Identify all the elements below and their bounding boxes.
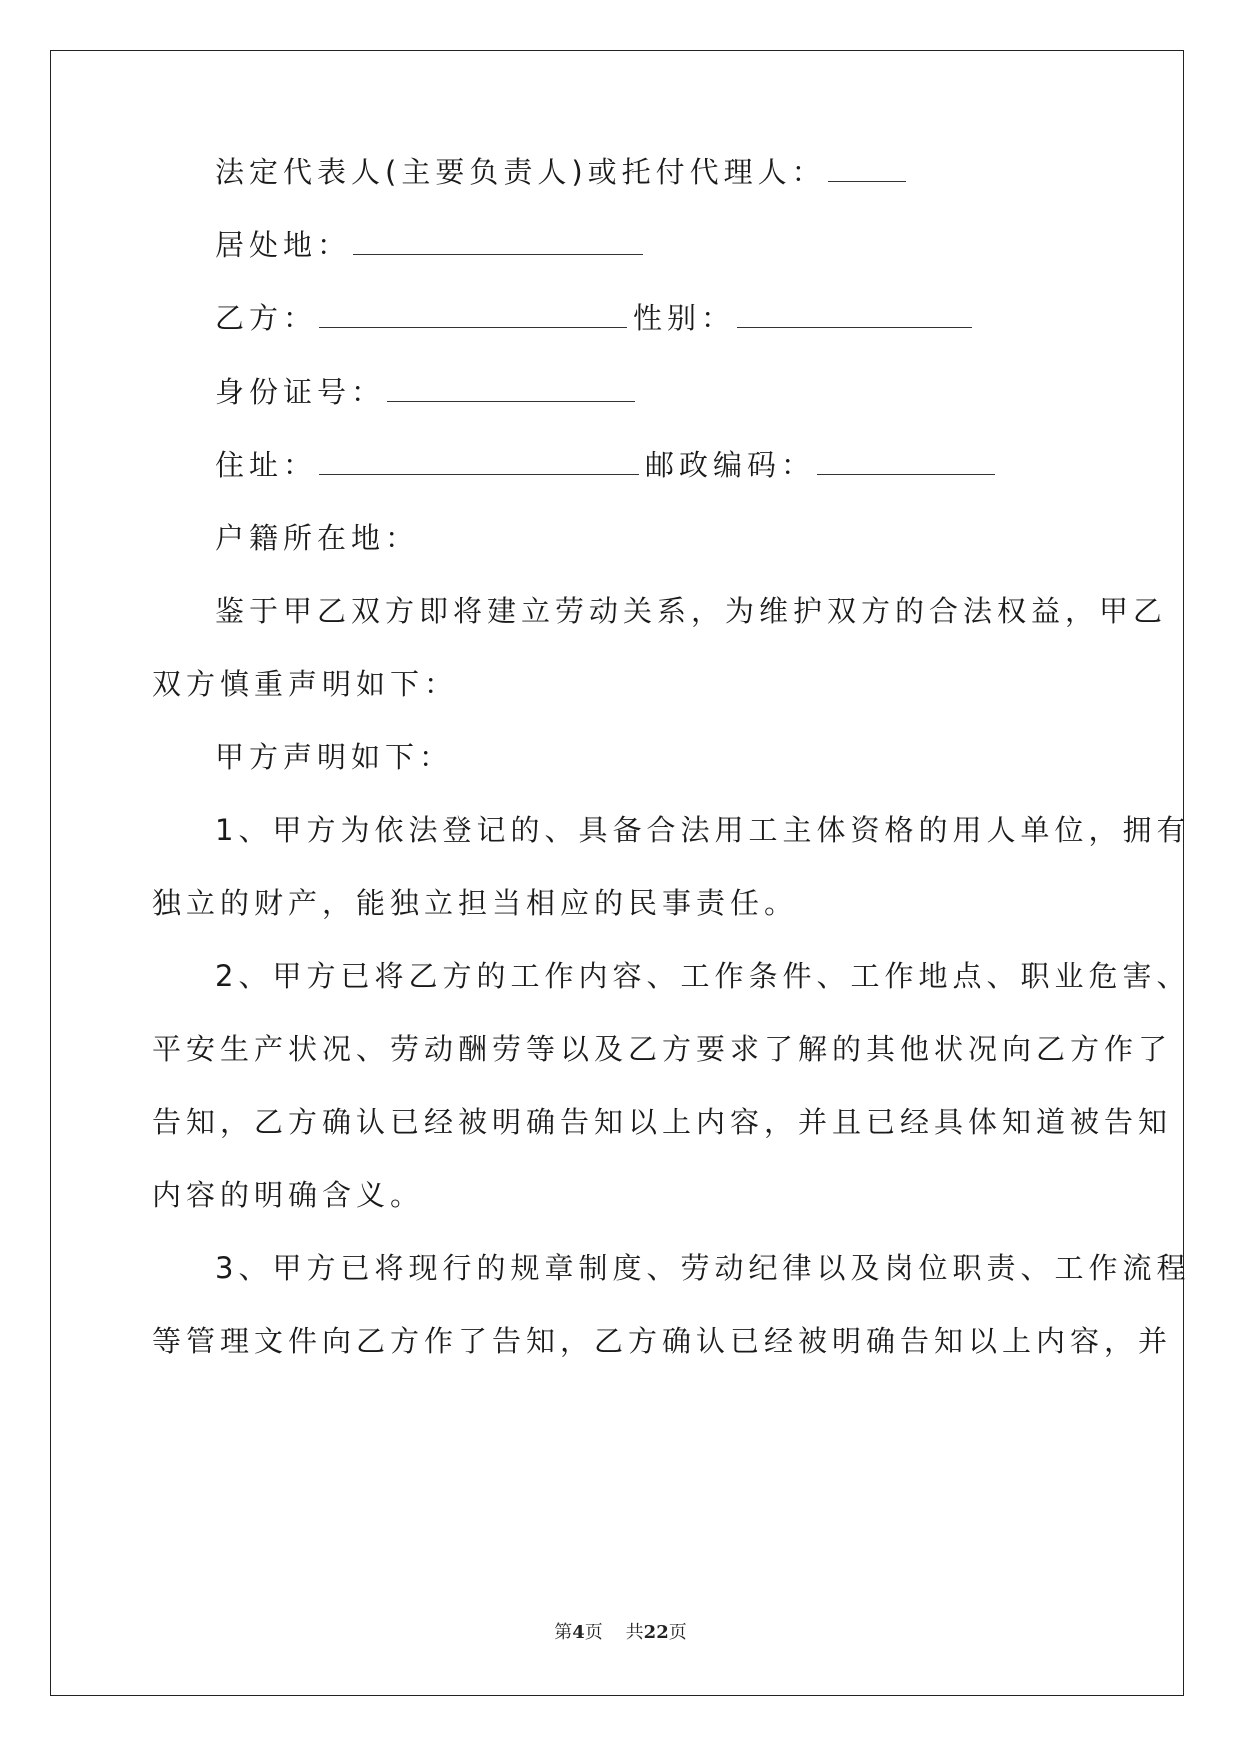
address-label: 住址： bbox=[215, 448, 318, 482]
legal-rep-blank[interactable] bbox=[828, 153, 906, 182]
address-blank[interactable] bbox=[319, 446, 639, 475]
party-b-line bbox=[215, 298, 978, 338]
total-unit: 页 bbox=[668, 1622, 687, 1643]
total-prefix: 共 bbox=[625, 1622, 644, 1643]
page-number: 4 bbox=[572, 1622, 585, 1643]
postal-blank[interactable] bbox=[817, 446, 995, 475]
item3-line-1: 3、甲方已将现行的规章制度、劳动纪律以及岗位职责、工作流程 bbox=[215, 1251, 1191, 1285]
party-b-blank[interactable] bbox=[319, 299, 627, 328]
party-b-label: 乙方： bbox=[215, 301, 318, 335]
address-line bbox=[215, 445, 1001, 485]
id-label: 身份证号： bbox=[215, 375, 386, 409]
id-line bbox=[215, 372, 641, 412]
preamble-line-2: 双方慎重声明如下： bbox=[152, 667, 459, 701]
item2-line-1: 2、甲方已将乙方的工作内容、工作条件、工作地点、职业危害、 bbox=[215, 959, 1191, 993]
household-line: 户籍所在地： bbox=[215, 521, 420, 555]
page-prefix: 第 bbox=[554, 1622, 573, 1643]
party-a-heading: 甲方声明如下： bbox=[215, 740, 454, 774]
item1-line-2: 独立的财产，能独立担当相应的民事责任。 bbox=[152, 886, 799, 920]
item3-line-2: 等管理文件向乙方作了告知，乙方确认已经被明确告知以上内容，并 bbox=[152, 1324, 1173, 1358]
residence-line bbox=[215, 225, 649, 265]
total-pages: 22 bbox=[643, 1622, 669, 1643]
page-footer bbox=[0, 1618, 1241, 1644]
item2-line-3: 告知，乙方确认已经被明确告知以上内容，并且已经具体知道被告知 bbox=[152, 1105, 1173, 1139]
postal-label: 邮政编码： bbox=[645, 448, 816, 482]
item2-line-4: 内容的明确含义。 bbox=[152, 1178, 425, 1212]
legal-rep-label: 法定代表人(主要负责人)或托付代理人： bbox=[215, 155, 826, 189]
residence-blank[interactable] bbox=[353, 226, 643, 255]
item2-line-2: 平安生产状况、劳动酬劳等以及乙方要求了解的其他状况向乙方作了 bbox=[152, 1032, 1173, 1066]
item1-line-1: 1、甲方为依法登记的、具备合法用工主体资格的用人单位，拥有 bbox=[215, 813, 1191, 847]
residence-label: 居处地： bbox=[215, 228, 352, 262]
legal-rep-line bbox=[215, 152, 912, 192]
gender-label: 性别： bbox=[633, 301, 736, 335]
preamble-line-1: 鉴于甲乙双方即将建立劳动关系，为维护双方的合法权益，甲乙 bbox=[215, 594, 1168, 628]
page-unit: 页 bbox=[584, 1622, 603, 1643]
page-border bbox=[50, 50, 1184, 1696]
gender-blank[interactable] bbox=[737, 299, 972, 328]
id-blank[interactable] bbox=[387, 373, 635, 402]
